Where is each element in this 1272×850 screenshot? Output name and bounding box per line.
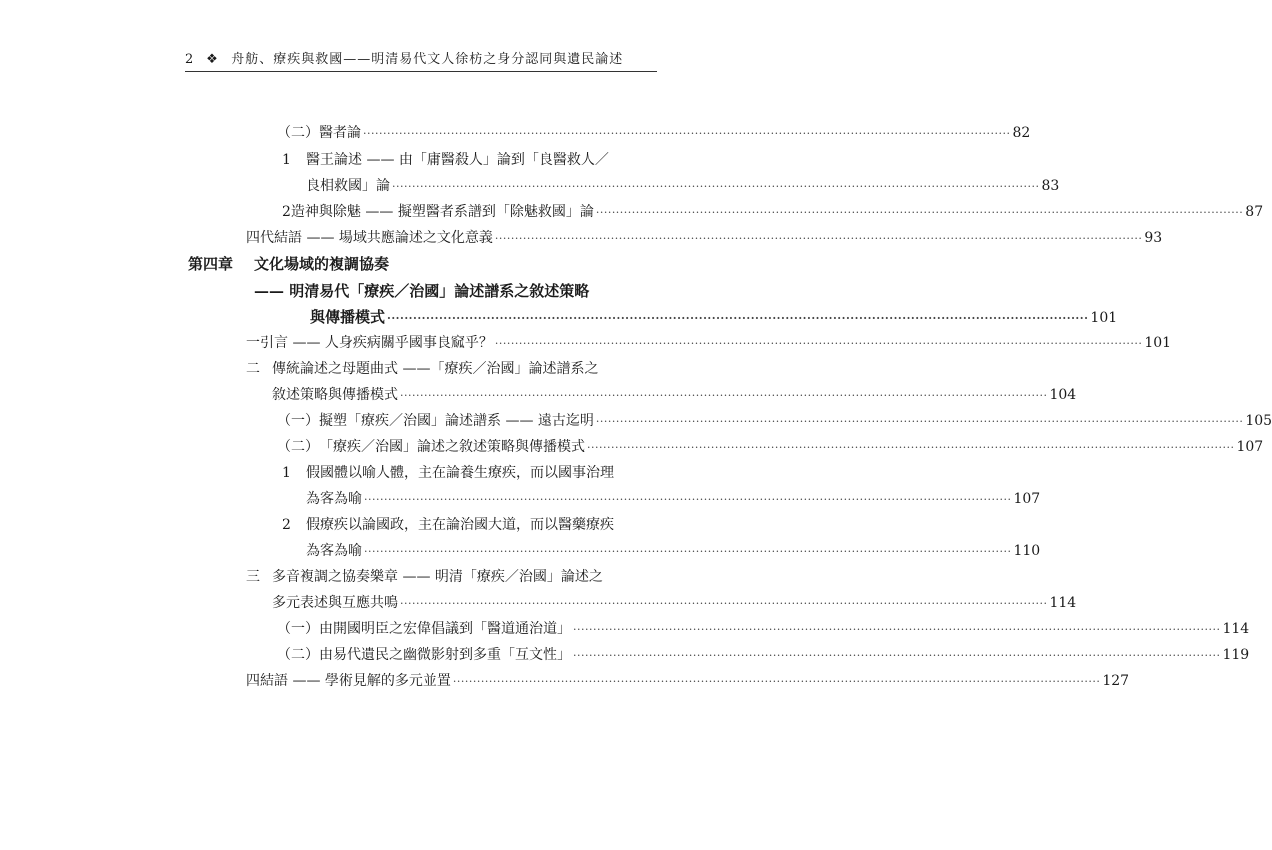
chapter-subtitle [310,306,1118,328]
toc-entry-text: 為客為喻 [306,491,362,507]
toc-entry-text: 結語 —— 學術見解的多元並置 [260,673,451,689]
toc-entry-number: 一 [246,335,260,351]
toc-entry-page: 107 [1236,439,1264,455]
toc-entry-text: 假療疾以論國政，主在論治國大道，而以醫藥療疾 [306,517,614,533]
toc-entry [246,566,657,588]
chapter-number: 第四章 [188,255,234,273]
toc-entry-text: 醫王論述 —— 由「庸醫殺人」論到「良醫救人／ [306,152,609,168]
leader-dots [400,385,1047,407]
toc-entry-page: 114 [1222,621,1250,637]
toc-entry [272,592,1077,614]
toc-entry [246,358,657,380]
toc-entry [282,201,1264,223]
toc-entry-text: 敘述策略與傳播模式 [272,387,398,403]
toc-entry-text: 代結語 —— 場域共應論述之文化意義 [260,230,493,246]
toc-entry-number: （二） [277,647,319,663]
toc-entry [277,436,1264,458]
toc-entry-text: 造神與除魅 —— 擬塑醫者系譜到「除魅救國」論 [290,204,594,220]
toc-entry-text: 假國體以喻人體，主在論養生療疾，而以國事治理 [306,465,614,481]
leader-dots [387,308,1088,330]
leader-dots [495,333,1142,355]
toc-entry-number: 二 [246,361,260,377]
leader-dots [573,619,1220,641]
toc-entry-text: 醫者論 [319,125,361,141]
diamond-ornament-icon: ❖ [206,52,219,67]
toc-entry [306,540,1041,562]
toc-entry-page: 82 [1012,125,1031,141]
toc-entry-text: 引言 —— 人身疾病關乎國事良窳乎？ [260,335,493,351]
toc-entry-text: 多元表述與互應共鳴 [272,595,398,611]
leader-dots [587,437,1234,459]
toc-entry-number: 1 [282,465,291,481]
toc-entry-text: 為客為喻 [306,543,362,559]
leader-dots [596,202,1243,224]
page-number: 2 [185,52,195,67]
chapter-subtitle-text: 與傳播模式 [310,308,386,326]
toc-entry [277,644,1250,666]
toc-entry [246,332,1172,354]
toc-entry-page: 101 [1090,310,1118,326]
toc-entry-number: 2 [282,204,291,220]
toc-entry-page: 83 [1041,178,1060,194]
toc-entry-page: 93 [1144,230,1163,246]
chapter-title: 文化場域的複調協奏 [254,255,390,273]
toc-entry-text: 「療疾／治國」論述之敘述策略與傳播模式 [319,439,585,455]
toc-entry-page: 107 [1013,491,1041,507]
running-title: 舟舫、療疾與救國——明清易代文人徐枋之身分認同與遺民論述 [231,52,624,67]
toc-entry [272,384,1077,406]
leader-dots [453,671,1100,693]
toc-entry [282,462,657,484]
toc-entry-text: 多音複調之協奏樂章 —— 明清「療疾／治國」論述之 [272,569,603,585]
toc-entry-page: 101 [1144,335,1172,351]
toc-entry-page: 104 [1049,387,1077,403]
leader-dots [363,123,1010,145]
toc-entry [277,618,1250,640]
toc-entry-page: 127 [1102,673,1130,689]
toc-entry-page: 110 [1013,543,1041,559]
leader-dots [392,176,1039,198]
toc-entry-number: 1 [282,152,291,168]
toc-entry [277,122,1031,144]
toc-entry [246,670,1130,692]
leader-dots [364,541,1011,563]
leader-dots [400,593,1047,615]
toc-entry-page: 114 [1049,595,1077,611]
toc-entry-number: （二） [277,125,319,141]
toc-entry-number: （一） [277,413,319,429]
toc-entry [282,149,657,171]
leader-dots [364,489,1011,511]
toc-entry-text: 傳統論述之母題曲式 ——「療疾／治國」論述譜系之 [272,361,599,377]
toc-entry-text: 良相救國」論 [306,178,390,194]
toc-entry [277,410,1272,432]
toc-entry-number: 2 [282,517,291,533]
toc-entry-text: 擬塑「療疾／治國」論述譜系 —— 遠古迄明 [319,413,594,429]
leader-dots [495,228,1142,250]
toc-entry [306,175,1060,197]
toc-entry-page: 87 [1245,204,1264,220]
toc-entry [246,227,1163,249]
toc-entry-text: 由開國明臣之宏偉倡議到「醫道通治道」 [319,621,571,637]
chapter-subtitle [254,280,657,302]
leader-dots [573,645,1220,667]
toc-entry-page: 105 [1245,413,1272,429]
leader-dots [596,411,1243,433]
toc-entry-number: 三 [246,569,260,585]
toc-entry-number: （二） [277,439,319,455]
toc-entry-number: （一） [277,621,319,637]
toc-entry-number: 四 [246,230,260,246]
chapter-heading [188,253,657,275]
chapter-subtitle-text: —— 明清易代「療疾／治國」論述譜系之敘述策略 [254,282,590,300]
toc-entry-text: 由易代遺民之幽微影射到多重「互文性」 [319,647,571,663]
toc-entry [306,488,1041,510]
toc-entry-number: 四 [246,673,260,689]
toc-entry [282,514,657,536]
toc-entry-page: 119 [1222,647,1250,663]
